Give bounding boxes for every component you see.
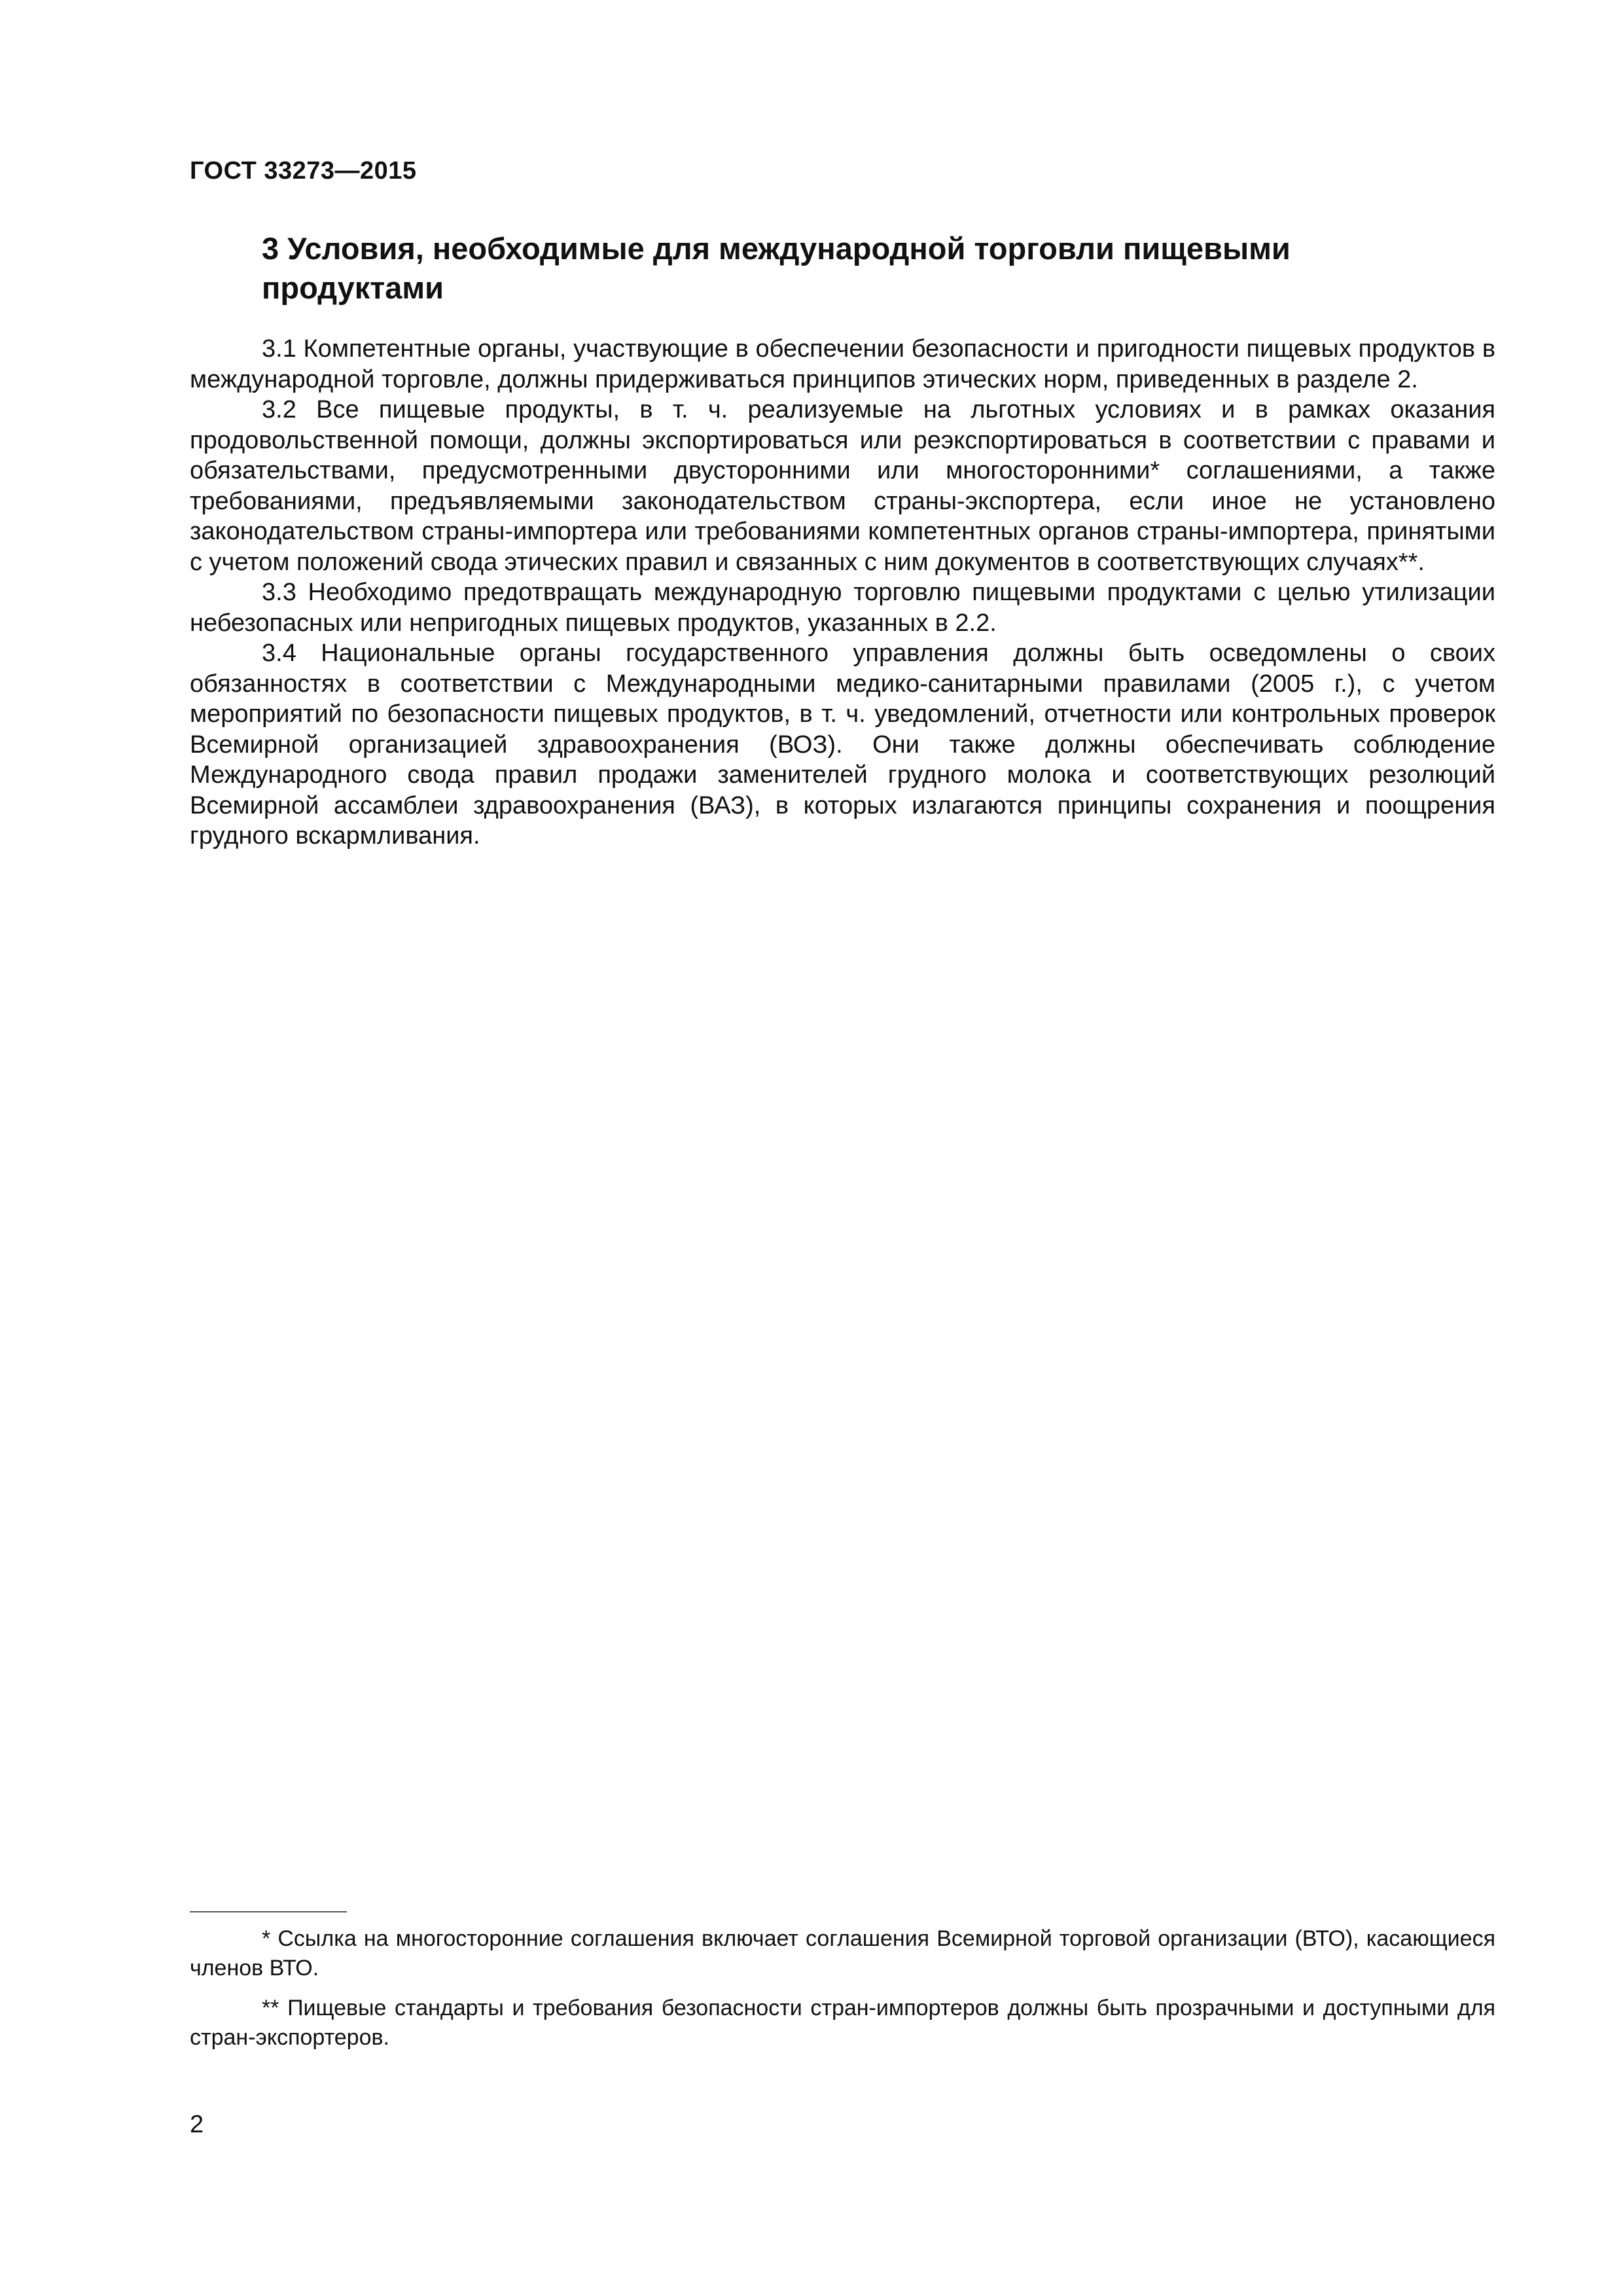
document-header: ГОСТ 33273—2015 <box>190 157 417 185</box>
footnote-1: * Ссылка на многосторонние соглашения включает соглашения Всемирной торговой организации (ВТО), касающиеся членов ВТО. <box>190 1926 1495 1981</box>
section-title: 3 Условия, необходимые для международной торговли пищевыми продуктами <box>262 231 1291 305</box>
paragraph-3-3: 3.3 Необходимо предотвращать международную торговлю пищевыми продуктами с целью утилизации небезопасных или непригодных пищевых продуктов, указанных в 2.2. <box>190 579 1495 637</box>
footnote-2: ** Пищевые стандарты и требования безопасности стран-импортеров должны быть прозрачными и доступными для стран-экспортеров. <box>190 1996 1495 2050</box>
footnotes <box>190 1924 1495 2063</box>
footnote-divider <box>190 1911 347 1912</box>
paragraph-3-1: 3.1 Компетентные органы, участвующие в обеспечении безопасности и пригодности пищевых продуктов в международной торговле, должны придерживаться принципов этических норм, приведенных в разделе 2. <box>190 335 1495 393</box>
paragraph-3-2: 3.2 Все пищевые продукты, в т. ч. реализуемые на льготных условиях и в рамках оказания продовольственной помощи, должны экспортироваться или реэкспортироваться в соответствии с правами и обязательствами, предусмотренными двусторонними или многосторонними* соглашениями, а также требованиями, предъявляемыми законодательством страны-экспортера, если иное не установлено законодательством страны-импортера или требованиями компетентных органов страны-импортера, принятыми с учетом положений свода этических правил и связанных с ним документов в соответствующих случаях**. <box>190 396 1495 576</box>
page-number: 2 <box>190 2111 204 2138</box>
section-body <box>190 334 1495 852</box>
paragraph-3-4: 3.4 Национальные органы государственного управления должны быть осведомлены о своих обязанностях в соответствии с Международными медико-санитарными правилами (2005 г.), с учетом мероприятий по безопасности пищевых продуктов, в т. ч. уведомлений, отчетности или контрольных проверок Всемирной организацией здравоохранения (ВОЗ). Они также должны обеспечивать соблюдение Международного свода правил продажи заменителей грудного молока и соответствующих резолюций Всемирной ассамблеи здравоохранения (ВАЗ), в которых излагаются принципы сохранения и поощрения грудного вскармливания. <box>190 639 1495 850</box>
